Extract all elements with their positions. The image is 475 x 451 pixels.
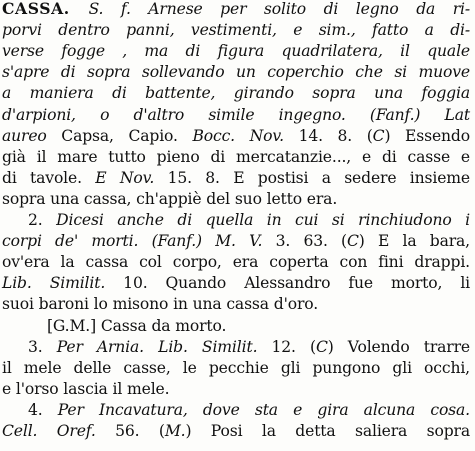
entry-text: S. f. Arnese per solito di legno da ri- bbox=[88, 0, 470, 18]
entry-text: d'arpioni, o d'altro simile ingegno. (Fanf.) Lat bbox=[2, 105, 470, 124]
entry-text: 3. bbox=[28, 337, 57, 356]
entry-text: C bbox=[372, 126, 385, 145]
entry-text: ) Essendo bbox=[384, 126, 470, 145]
entry-text: e l'orso lascia il mele. bbox=[2, 379, 170, 398]
entry-line bbox=[2, 253, 470, 271]
entry-line bbox=[2, 190, 470, 208]
entry-text: Per Arnia. Lib. Similit. bbox=[56, 337, 272, 356]
entry-text: s'apre di sopra sollevando un coperchio che si muove bbox=[2, 63, 470, 82]
entry-line bbox=[28, 401, 470, 419]
entry-line bbox=[2, 359, 470, 377]
entry-text: ov'era la cassa col corpo, era coperta con fini drappi. bbox=[2, 253, 470, 272]
entry-text: 3. 63. ( bbox=[275, 232, 347, 251]
entry-line bbox=[2, 0, 470, 18]
entry-text: corpi de' morti. (Fanf.) M. V. bbox=[2, 232, 276, 251]
entry-text: di tavole. bbox=[2, 168, 96, 187]
entry-text: Dicesi anche di quella in cui si rinchiudono i bbox=[56, 211, 470, 229]
entry-text: Cell. Oref. bbox=[2, 422, 116, 440]
entry-text: C bbox=[315, 337, 328, 356]
entry-text: 56. ( bbox=[115, 422, 165, 440]
entry-line bbox=[2, 148, 470, 166]
entry-line bbox=[28, 211, 470, 229]
entry-line bbox=[2, 422, 470, 440]
entry-text: M. bbox=[164, 422, 186, 440]
entry-line bbox=[2, 127, 470, 145]
entry-line bbox=[2, 232, 470, 250]
entry-text: C bbox=[347, 232, 359, 251]
entry-text: [G.M.] Cassa da morto. bbox=[47, 316, 227, 335]
entry-text: E Nov. bbox=[95, 168, 168, 187]
entry-text: il mele delle casse, le pecchie gli pungono gli occhi, bbox=[2, 358, 470, 377]
entry-text: Capsa, Capio. bbox=[61, 126, 193, 145]
entry-text: aureo bbox=[2, 126, 62, 145]
entry-text: ) Posi la detta saliera sopra bbox=[185, 422, 471, 440]
entry-text: Bocc. Nov. bbox=[192, 126, 299, 145]
entry-text: sopra una cassa, ch'appiè del suo letto era. bbox=[2, 189, 338, 208]
entry-text: suoi baroni lo misono in una cassa d'oro. bbox=[2, 295, 319, 314]
entry-text: Lib. Similit. bbox=[2, 274, 124, 293]
entry-text: porvi dentro panni, vestimenti, e sim., fatto a di- bbox=[2, 21, 470, 40]
entry-line bbox=[47, 317, 470, 335]
entry-line bbox=[2, 63, 470, 81]
entry-line bbox=[2, 106, 470, 124]
entry-line bbox=[28, 338, 470, 356]
entry-line bbox=[2, 295, 470, 313]
entry-text: 14. 8. ( bbox=[298, 126, 373, 145]
entry-line bbox=[2, 169, 470, 187]
entry-text: ) Volendo trarre bbox=[327, 337, 470, 356]
entry-text: ) E la bara, bbox=[358, 232, 470, 251]
entry-text: 2. bbox=[28, 211, 57, 229]
entry-text: già il mare tutto pieno di mercatanzie..., e di casse e bbox=[2, 147, 470, 166]
entry-line bbox=[2, 42, 470, 60]
entry-line bbox=[2, 380, 470, 398]
entry-text: 12. ( bbox=[271, 337, 316, 356]
entry-text: 15. 8. E postisi a sedere insieme bbox=[167, 168, 470, 187]
entry-line bbox=[2, 274, 470, 292]
entry-text: 4. bbox=[28, 400, 58, 419]
entry-text: verse fogge , ma di figura quadrilatera, il quale bbox=[2, 42, 470, 61]
entry-line bbox=[2, 21, 470, 39]
entry-text: 10. Quando Alessandro fue morto, li bbox=[123, 274, 470, 293]
entry-line bbox=[2, 84, 470, 102]
entry-text: Per Incavatura, dove sta e gira alcuna cosa. bbox=[57, 400, 470, 419]
entry-text: a maniera di battente, girando sopra una foggia bbox=[2, 84, 470, 103]
entry-headword: CASSA. bbox=[2, 0, 89, 18]
